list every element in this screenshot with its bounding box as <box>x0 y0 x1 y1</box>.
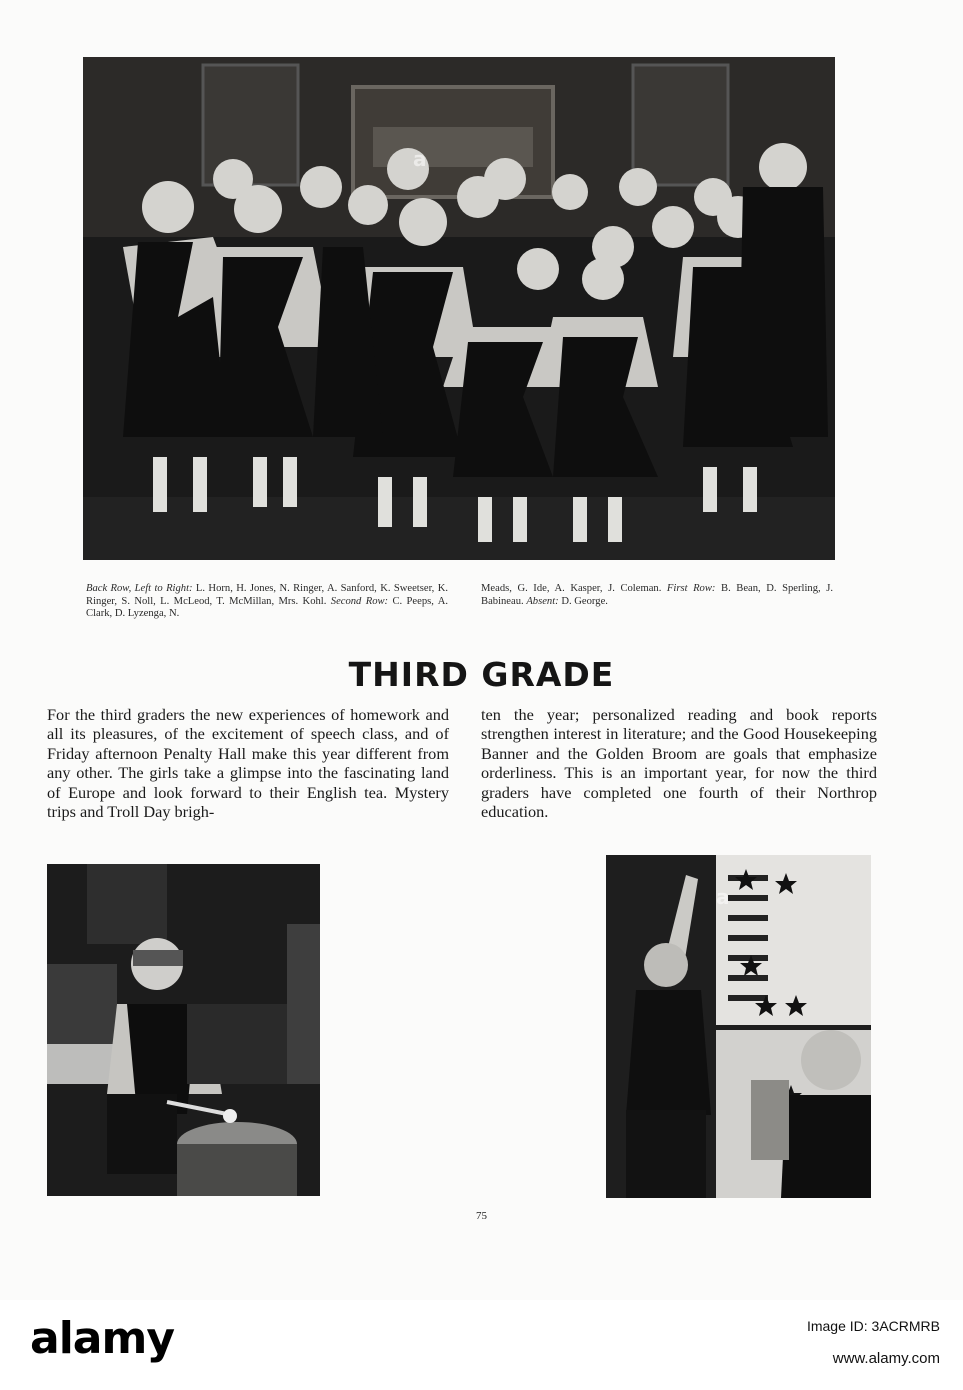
caption-absent-names: D. George. <box>558 595 608 607</box>
stock-url: www.alamy.com <box>832 1350 940 1367</box>
caption-second-row-names: C. Peeps, A. Clark, D. Lyzenga, N. <box>86 595 448 620</box>
caption-first-row-label: First Row: <box>666 583 716 594</box>
caption-absent-label: Absent: <box>526 595 559 607</box>
body-column-right: ten the year; personalized reading and book reports strengthen interest in literature; and the Good Housekeeping Banner and the Golden Broom are goals that emphasize orderliness. This is an important year, for now the third graders have completed one fourth of their Northrop education. <box>481 705 877 822</box>
stock-brand-logo: alamy <box>30 1313 174 1364</box>
class-group-photo <box>83 57 835 560</box>
photo-caption-left <box>86 583 448 621</box>
caption-second-row-label: Second Row: <box>330 595 389 607</box>
star-chart-student-photo <box>606 855 871 1198</box>
caption-back-row-names: L. Horn, H. Jones, N. Ringer, A. Sanford, K. Sweetser, K. Ringer, S. Noll, L. McLeod, T. McMillan, Mrs. Kohl. <box>86 583 448 607</box>
page-title: THIRD GRADE <box>348 655 615 694</box>
stock-meta <box>560 1318 940 1367</box>
image-id: Image ID: 3ACRMRB <box>806 1318 940 1334</box>
caption-first-row-names: B. Bean, D. Sperling, J. Babineau. <box>481 583 833 607</box>
photo-watermark-star: a <box>716 885 730 909</box>
caption-back-row-label: Back Row, Left to Right: <box>86 583 193 594</box>
page-number: 75 <box>476 1210 487 1222</box>
photo-watermark: a <box>413 147 427 171</box>
drum-student-photo <box>47 864 320 1196</box>
body-column-left: For the third graders the new experiences of homework and all its pleasures, of the excitement of speech class, and of Friday afternoon Penalty Hall make this year different from any other. The girls take a glimpse into the fascinating land of Europe and look forward to their English tea. Mystery trips and Troll Day brigh- <box>47 705 449 822</box>
photo-caption-right <box>481 583 833 608</box>
caption-second-row-cont: Meads, G. Ide, A. Kasper, J. Coleman. <box>481 583 667 594</box>
